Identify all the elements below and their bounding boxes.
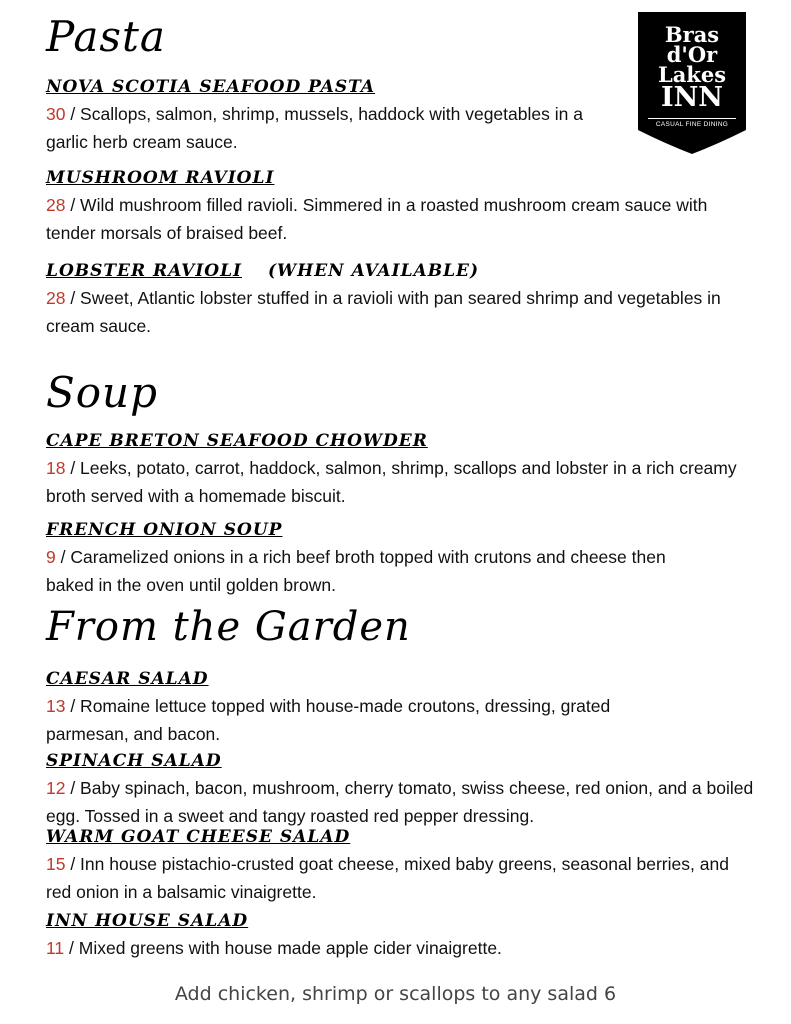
menu-item-price: 18 — [46, 458, 66, 478]
menu-item-description — [46, 454, 746, 510]
menu-item — [46, 260, 726, 340]
menu-item-name: CAESAR SALAD — [46, 669, 209, 689]
menu-item-text: / Caramelized onions in a rich beef broth topped with crutons and cheese then baked in the oven until golden brown. — [46, 547, 666, 595]
menu-item-price: 12 — [46, 778, 66, 798]
menu-item-name-row — [46, 260, 726, 282]
logo-text-line4: INN — [661, 82, 723, 113]
section-title-pasta: Pasta — [46, 12, 166, 61]
menu-item — [46, 750, 781, 830]
menu-item — [46, 910, 746, 962]
menu-item-price: 11 — [46, 938, 65, 958]
menu-item-text: / Inn house pistachio-crusted goat cheese, mixed baby greens, seasonal berries, and red onion in a balsamic vinaigrette. — [46, 854, 729, 902]
menu-item-name: MUSHROOM RAVIOLI — [46, 168, 275, 188]
menu-item — [46, 519, 666, 599]
menu-item-description — [46, 284, 726, 340]
menu-item — [46, 668, 646, 748]
menu-item-text: / Mixed greens with house made apple cider vinaigrette. — [64, 938, 502, 958]
salad-addon-note: Add chicken, shrimp or scallops to any salad 6 — [174, 983, 617, 1005]
menu-item-price: 28 — [46, 288, 66, 308]
menu-item-text: / Romaine lettuce topped with house-made croutons, dressing, grated parmesan, and bacon. — [46, 696, 611, 744]
menu-item-text: / Scallops, salmon, shrimp, mussels, haddock with vegetables in a garlic herb cream sauce. — [46, 104, 583, 152]
menu-item-text: / Baby spinach, bacon, mushroom, cherry tomato, swiss cheese, red onion, and a boiled egg. Tossed in a sweet and tangy roasted red pepper dressing. — [46, 778, 754, 826]
inn-logo — [638, 12, 746, 154]
menu-item — [46, 826, 736, 906]
menu-item — [46, 76, 606, 156]
menu-item-description — [46, 934, 746, 962]
logo-text-line2: d'Or — [666, 42, 718, 67]
menu-item-name: FRENCH ONION SOUP — [46, 520, 283, 540]
menu-item-name: WARM GOAT CHEESE SALAD — [46, 827, 351, 847]
menu-item-price: 28 — [46, 195, 66, 215]
menu-item-name: INN HOUSE SALAD — [46, 911, 249, 931]
logo-tagline: CASUAL FINE DINING — [648, 118, 736, 128]
menu-item — [46, 167, 726, 247]
logo-text-line3: Lakes — [657, 62, 727, 87]
menu-item-description — [46, 100, 606, 156]
menu-item-description — [46, 850, 736, 906]
logo-text-line1: Bras — [664, 22, 720, 47]
menu-item-description — [46, 774, 781, 830]
menu-item-text: / Leeks, potato, carrot, haddock, salmon, shrimp, scallops and lobster in a rich creamy broth served with a homemade biscuit. — [46, 458, 737, 506]
menu-item-text: / Wild mushroom filled ravioli. Simmered in a roasted mushroom cream sauce with tender morsals of braised beef. — [46, 195, 708, 243]
menu-item-price: 30 — [46, 104, 66, 124]
menu-item — [46, 430, 746, 510]
menu-item-price: 15 — [46, 854, 66, 874]
menu-item-price: 13 — [46, 696, 66, 716]
menu-item-text: / Sweet, Atlantic lobster stuffed in a ravioli with pan seared shrimp and vegetables in cream sauce. — [46, 288, 721, 336]
menu-item-price: 9 — [46, 547, 56, 567]
menu-item-name: CAPE BRETON SEAFOOD CHOWDER — [46, 431, 428, 451]
menu-item-description — [46, 191, 726, 247]
menu-item-description — [46, 543, 666, 599]
menu-item-name: NOVA SCOTIA SEAFOOD PASTA — [46, 77, 376, 97]
section-title-garden: From the Garden — [46, 604, 411, 650]
menu-item-description — [46, 692, 646, 748]
menu-item-name: SPINACH SALAD — [46, 751, 222, 771]
menu-item-note: (WHEN AVAILABLE) — [268, 261, 480, 281]
menu-item-name: LOBSTER RAVIOLI — [46, 261, 242, 281]
section-title-soup: Soup — [46, 368, 158, 417]
